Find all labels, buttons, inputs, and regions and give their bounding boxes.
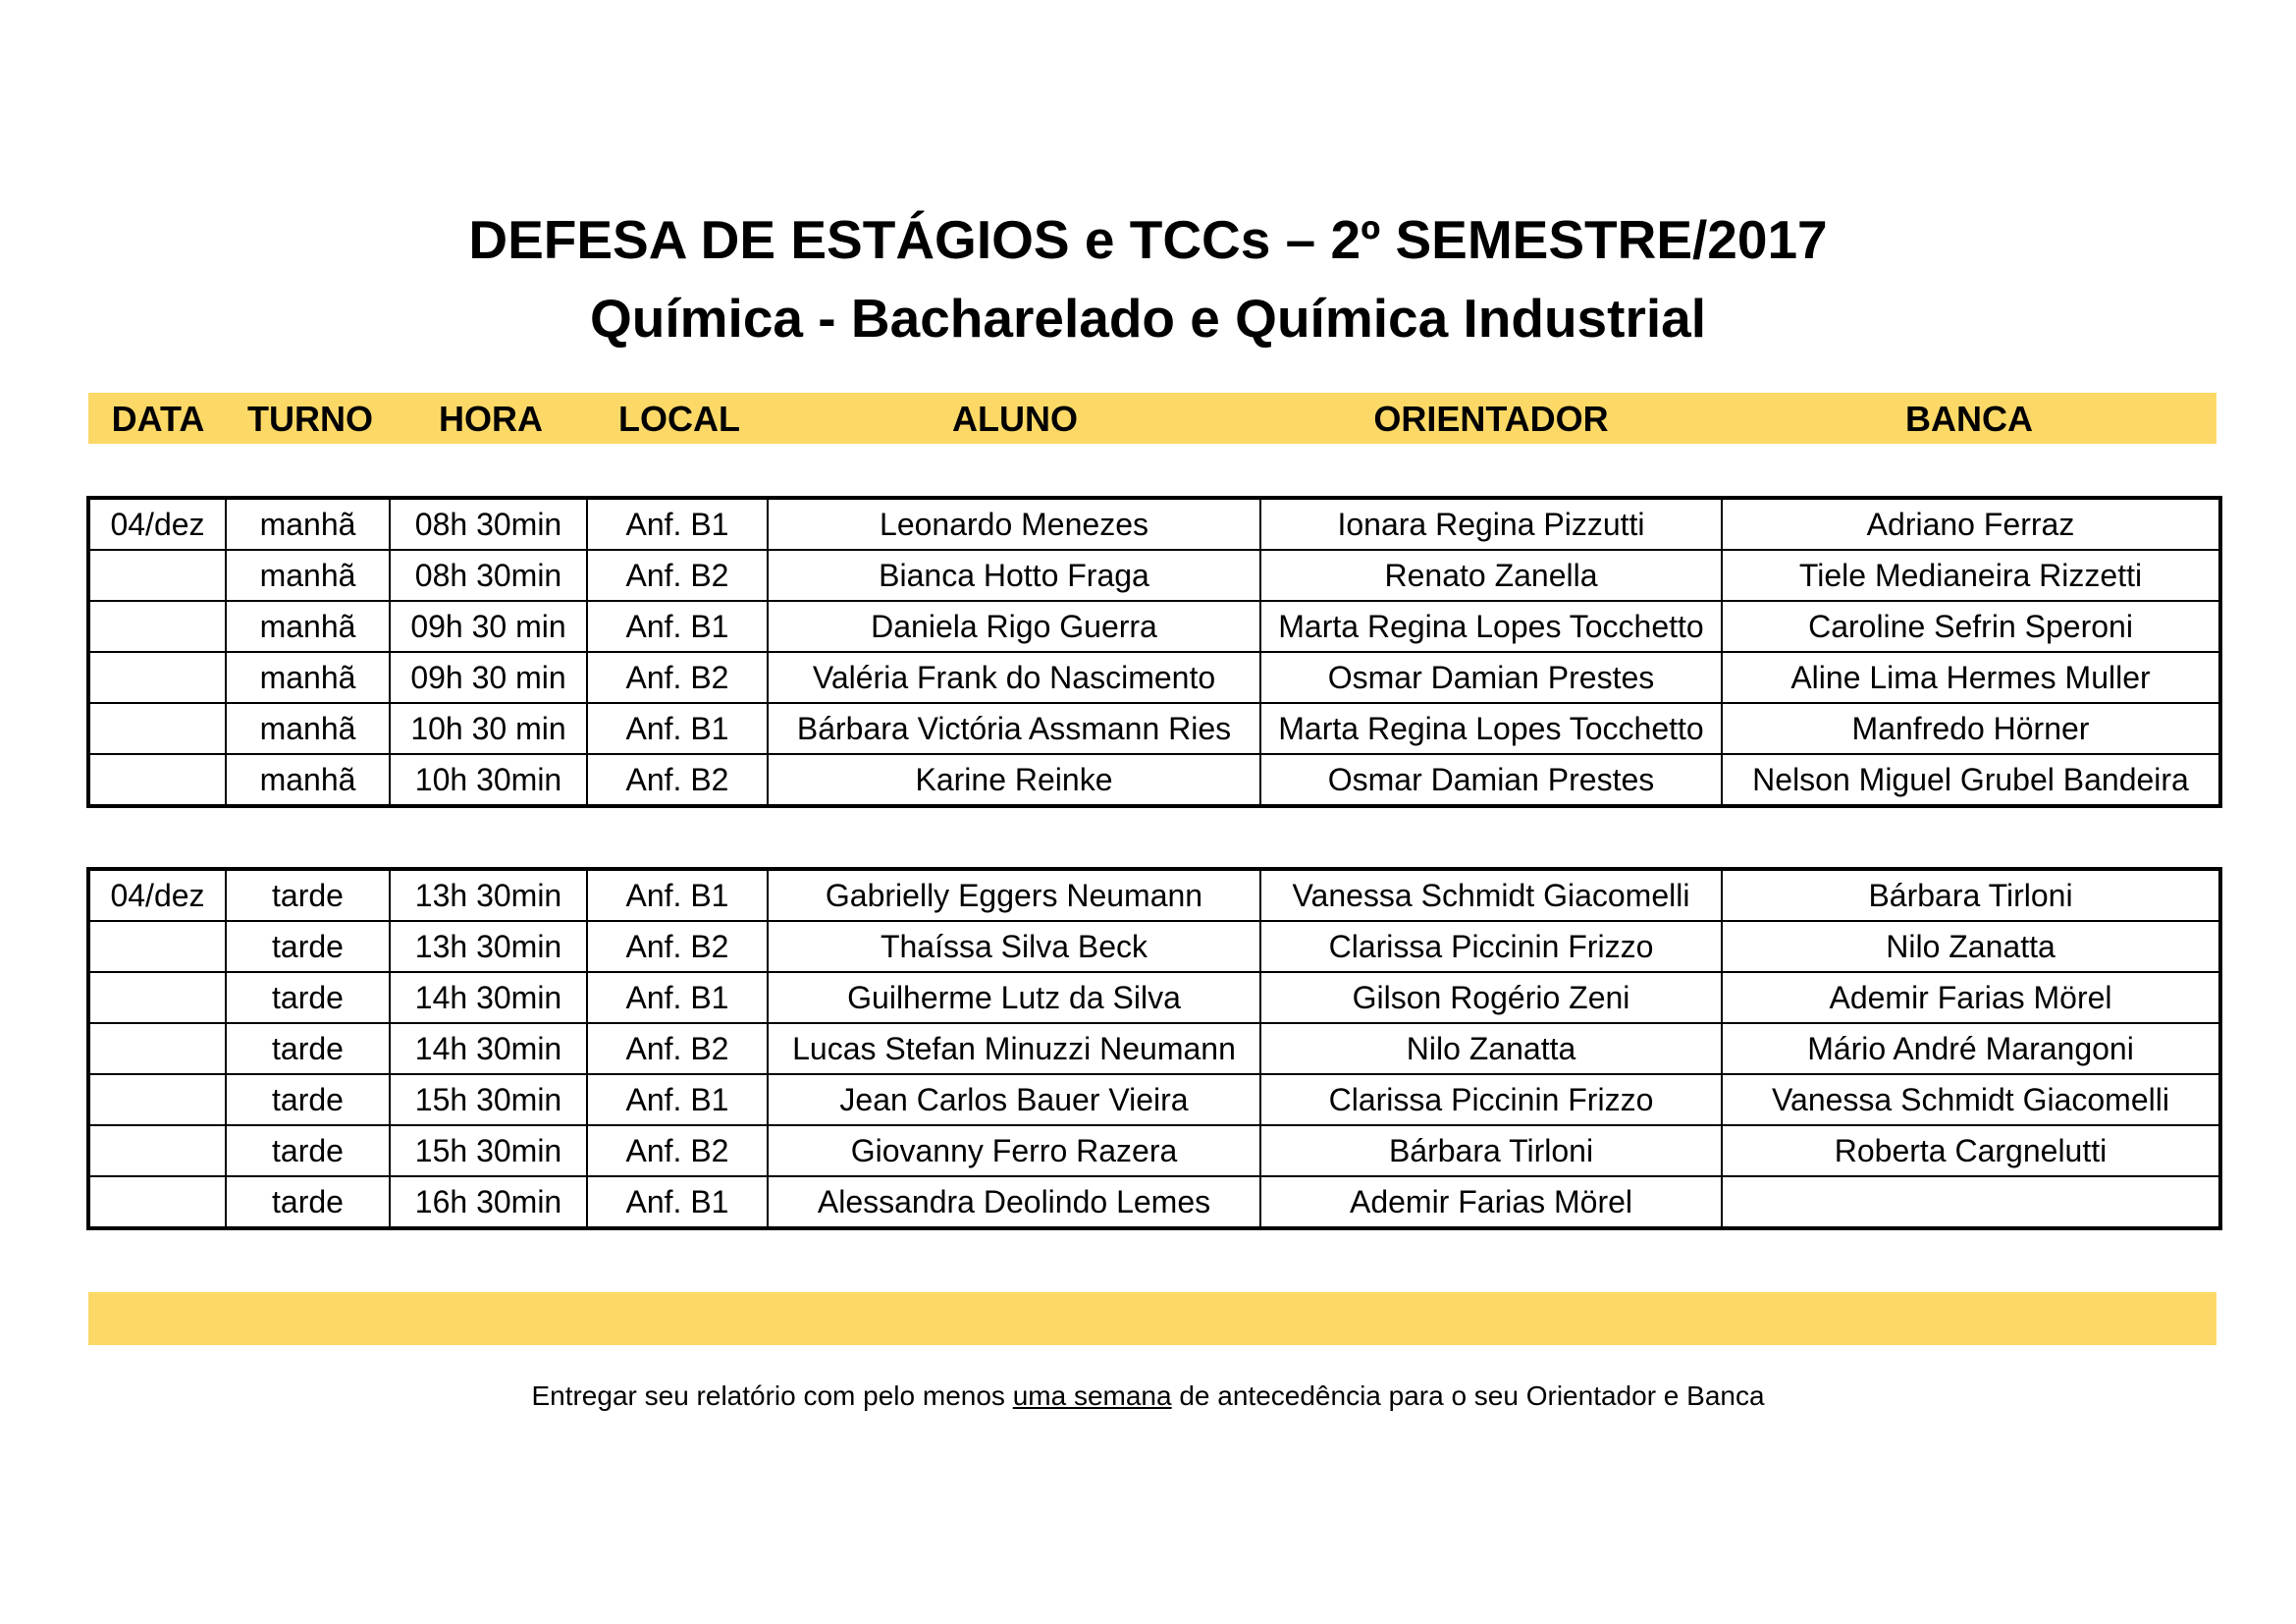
cell-hora: 08h 30min xyxy=(390,550,587,601)
cell-data xyxy=(88,1125,226,1176)
table-row xyxy=(88,1125,2220,1176)
cell-orientador: Osmar Damian Prestes xyxy=(1260,754,1722,806)
cell-banca: Manfredo Hörner xyxy=(1722,703,2220,754)
cell-aluno: Daniela Rigo Guerra xyxy=(768,601,1260,652)
table-row xyxy=(88,652,2220,703)
cell-aluno: Bianca Hotto Fraga xyxy=(768,550,1260,601)
cell-orientador: Clarissa Piccinin Frizzo xyxy=(1260,1074,1722,1125)
cell-local: Anf. B1 xyxy=(587,1074,768,1125)
cell-turno: manhã xyxy=(226,498,390,550)
cell-banca: Adriano Ferraz xyxy=(1722,498,2220,550)
cell-data xyxy=(88,652,226,703)
cell-orientador: Ionara Regina Pizzutti xyxy=(1260,498,1722,550)
cell-data: 04/dez xyxy=(88,498,226,550)
cell-turno: tarde xyxy=(226,1023,390,1074)
cell-banca: Vanessa Schmidt Giacomelli xyxy=(1722,1074,2220,1125)
cell-aluno: Alessandra Deolindo Lemes xyxy=(768,1176,1260,1228)
cell-orientador: Nilo Zanatta xyxy=(1260,1023,1722,1074)
cell-orientador: Osmar Damian Prestes xyxy=(1260,652,1722,703)
cell-aluno: Giovanny Ferro Razera xyxy=(768,1125,1260,1176)
header-local: LOCAL xyxy=(618,399,740,439)
cell-data xyxy=(88,1074,226,1125)
cell-hora: 14h 30min xyxy=(390,972,587,1023)
cell-aluno: Bárbara Victória Assmann Ries xyxy=(768,703,1260,754)
cell-local: Anf. B1 xyxy=(587,972,768,1023)
table-row xyxy=(88,550,2220,601)
page-title: DEFESA DE ESTÁGIOS e TCCs – 2º SEMESTRE/2017 xyxy=(468,209,1828,270)
cell-turno: manhã xyxy=(226,703,390,754)
table-row xyxy=(88,498,2220,550)
header-aluno: ALUNO xyxy=(952,399,1078,439)
cell-banca: Roberta Cargnelutti xyxy=(1722,1125,2220,1176)
cell-orientador: Ademir Farias Mörel xyxy=(1260,1176,1722,1228)
cell-data xyxy=(88,754,226,806)
cell-local: Anf. B2 xyxy=(587,550,768,601)
table-row xyxy=(88,869,2220,921)
cell-orientador: Marta Regina Lopes Tocchetto xyxy=(1260,703,1722,754)
table-row xyxy=(88,703,2220,754)
note-text-before: Entregar seu relatório com pelo menos xyxy=(531,1380,1013,1411)
cell-orientador: Bárbara Tirloni xyxy=(1260,1125,1722,1176)
cell-local: Anf. B2 xyxy=(587,652,768,703)
cell-aluno: Thaíssa Silva Beck xyxy=(768,921,1260,972)
cell-turno: manhã xyxy=(226,652,390,703)
table-row xyxy=(88,1176,2220,1228)
cell-banca: Nilo Zanatta xyxy=(1722,921,2220,972)
cell-local: Anf. B1 xyxy=(587,869,768,921)
cell-data xyxy=(88,601,226,652)
cell-hora: 08h 30min xyxy=(390,498,587,550)
cell-data: 04/dez xyxy=(88,869,226,921)
cell-turno: tarde xyxy=(226,921,390,972)
cell-aluno: Jean Carlos Bauer Vieira xyxy=(768,1074,1260,1125)
table-row xyxy=(88,1074,2220,1125)
cell-aluno: Valéria Frank do Nascimento xyxy=(768,652,1260,703)
cell-turno: tarde xyxy=(226,1125,390,1176)
table-row xyxy=(88,972,2220,1023)
table-row xyxy=(88,1023,2220,1074)
cell-local: Anf. B1 xyxy=(587,601,768,652)
cell-aluno: Guilherme Lutz da Silva xyxy=(768,972,1260,1023)
cell-aluno: Lucas Stefan Minuzzi Neumann xyxy=(768,1023,1260,1074)
cell-local: Anf. B1 xyxy=(587,703,768,754)
cell-banca: Nelson Miguel Grubel Bandeira xyxy=(1722,754,2220,806)
cell-local: Anf. B2 xyxy=(587,1023,768,1074)
cell-local: Anf. B1 xyxy=(587,1176,768,1228)
cell-hora: 10h 30 min xyxy=(390,703,587,754)
header-data: DATA xyxy=(111,399,205,439)
note-text-after: de antecedência para o seu Orientador e Banca xyxy=(1171,1380,1765,1411)
afternoon-schedule-table xyxy=(86,867,2222,1230)
footer-bar xyxy=(88,1292,2216,1345)
cell-hora: 13h 30min xyxy=(390,921,587,972)
cell-data xyxy=(88,1023,226,1074)
cell-turno: tarde xyxy=(226,972,390,1023)
header-orientador: ORIENTADOR xyxy=(1373,399,1609,439)
cell-data xyxy=(88,972,226,1023)
morning-schedule-table xyxy=(86,496,2222,808)
page-subtitle: Química - Bacharelado e Química Industrial xyxy=(589,288,1706,349)
cell-hora: 16h 30min xyxy=(390,1176,587,1228)
cell-hora: 15h 30min xyxy=(390,1074,587,1125)
cell-banca xyxy=(1722,1176,2220,1228)
cell-data xyxy=(88,550,226,601)
cell-hora: 09h 30 min xyxy=(390,601,587,652)
header-turno: TURNO xyxy=(247,399,373,439)
header-banca: BANCA xyxy=(1905,399,2033,439)
cell-banca: Tiele Medianeira Rizzetti xyxy=(1722,550,2220,601)
cell-local: Anf. B2 xyxy=(587,754,768,806)
cell-orientador: Gilson Rogério Zeni xyxy=(1260,972,1722,1023)
cell-local: Anf. B2 xyxy=(587,921,768,972)
cell-aluno: Leonardo Menezes xyxy=(768,498,1260,550)
cell-hora: 09h 30 min xyxy=(390,652,587,703)
cell-data xyxy=(88,921,226,972)
cell-turno: manhã xyxy=(226,550,390,601)
cell-local: Anf. B1 xyxy=(587,498,768,550)
cell-turno: manhã xyxy=(226,754,390,806)
cell-turno: tarde xyxy=(226,1074,390,1125)
cell-orientador: Marta Regina Lopes Tocchetto xyxy=(1260,601,1722,652)
cell-turno: tarde xyxy=(226,869,390,921)
column-header-bar xyxy=(88,393,2216,444)
table-row xyxy=(88,754,2220,806)
table-row xyxy=(88,921,2220,972)
note-text-underlined: uma semana xyxy=(1012,1380,1172,1411)
footer-note xyxy=(0,1380,2296,1412)
cell-data xyxy=(88,1176,226,1228)
cell-banca: Mário André Marangoni xyxy=(1722,1023,2220,1074)
cell-orientador: Vanessa Schmidt Giacomelli xyxy=(1260,869,1722,921)
cell-banca: Aline Lima Hermes Muller xyxy=(1722,652,2220,703)
cell-aluno: Gabrielly Eggers Neumann xyxy=(768,869,1260,921)
table-row xyxy=(88,601,2220,652)
cell-banca: Caroline Sefrin Speroni xyxy=(1722,601,2220,652)
header-hora: HORA xyxy=(439,399,543,439)
cell-turno: tarde xyxy=(226,1176,390,1228)
cell-banca: Ademir Farias Mörel xyxy=(1722,972,2220,1023)
cell-turno: manhã xyxy=(226,601,390,652)
cell-orientador: Renato Zanella xyxy=(1260,550,1722,601)
cell-hora: 13h 30min xyxy=(390,869,587,921)
cell-orientador: Clarissa Piccinin Frizzo xyxy=(1260,921,1722,972)
cell-local: Anf. B2 xyxy=(587,1125,768,1176)
cell-hora: 10h 30min xyxy=(390,754,587,806)
cell-banca: Bárbara Tirloni xyxy=(1722,869,2220,921)
cell-data xyxy=(88,703,226,754)
cell-hora: 14h 30min xyxy=(390,1023,587,1074)
cell-hora: 15h 30min xyxy=(390,1125,587,1176)
cell-aluno: Karine Reinke xyxy=(768,754,1260,806)
